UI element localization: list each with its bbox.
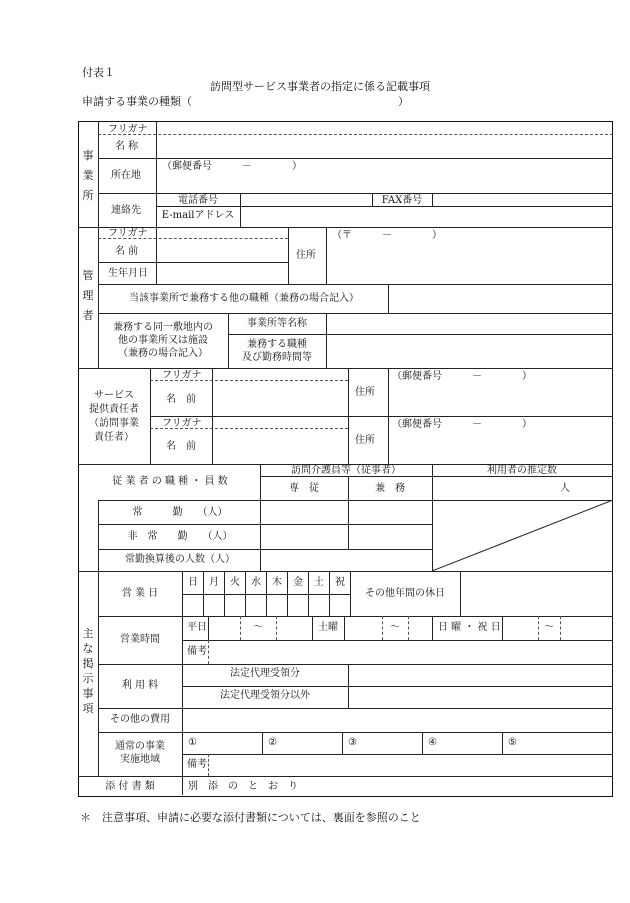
manager-birth-field[interactable] [158, 264, 286, 282]
service-manager-label-2: 提供責任者 [89, 404, 139, 415]
staff-title: 従 業 者 の 職 種 ・ 員 数 [112, 476, 228, 487]
area-remarks-field[interactable] [210, 756, 610, 774]
fees-label: 利 用 料 [121, 680, 159, 691]
day-wed: 水 [251, 577, 261, 588]
main-section-label: 主 な 掲 示 事 項 [82, 627, 94, 715]
divider [329, 571, 330, 616]
divider [78, 776, 613, 777]
divider [266, 571, 267, 616]
manager-job-label-1: 兼務する職種 [247, 339, 307, 350]
manager-birth-label: 生年月日 [108, 268, 148, 279]
divider [98, 616, 613, 617]
users-unit: 人 [560, 483, 570, 494]
divider [98, 262, 288, 263]
manager-other-label-2: 他の事業所又は施設 [118, 335, 208, 346]
divider [98, 732, 613, 733]
area-num-5: ⑤ [508, 737, 517, 748]
day-thu: 木 [272, 577, 282, 588]
manager-name-label: 名 前 [115, 246, 139, 257]
divider [408, 616, 409, 640]
manager-address-field[interactable] [328, 244, 610, 282]
converted-label: 常勤換算後の人数（人） [125, 554, 235, 565]
other-costs-field[interactable] [184, 710, 610, 730]
day-mon-check[interactable] [205, 597, 223, 614]
fee-other-field[interactable] [350, 688, 610, 706]
office-fax-field[interactable] [434, 195, 610, 205]
divider [260, 464, 261, 571]
divider [98, 284, 613, 285]
office-name-field[interactable] [158, 137, 610, 156]
parttime-label: 非 常 勤 （人） [127, 531, 233, 542]
attachments-label: 添 付 書 類 [105, 781, 155, 792]
hours-remarks-label: 備考 [187, 646, 207, 657]
divider [240, 616, 241, 640]
area-field-2[interactable] [282, 734, 340, 752]
divider [348, 664, 349, 708]
office-tel-label: 電話番号 [178, 195, 218, 206]
day-sun: 日 [188, 577, 198, 588]
divider [502, 616, 503, 640]
divider [326, 227, 327, 284]
divider [208, 616, 209, 640]
office-furigana-label: フリガナ [108, 124, 148, 135]
manager-section-label: 管 理 者 [82, 269, 94, 322]
sm1-name-label: 名 前 [166, 394, 196, 405]
divider [245, 571, 246, 616]
sunday-tilde: ～ [544, 622, 554, 633]
day-holiday: 祝 [335, 577, 345, 588]
divider [98, 664, 613, 665]
divider [78, 571, 613, 572]
office-contact-label: 連絡先 [111, 205, 141, 216]
business-type-close: ） [398, 95, 409, 108]
divider [372, 193, 373, 206]
hours-remarks-field[interactable] [210, 642, 610, 662]
day-thu-check[interactable] [268, 597, 286, 614]
weekday-label: 平日 [187, 622, 207, 633]
manager-other-label-1: 兼務する同一敷地内の [113, 322, 213, 333]
divider [156, 206, 613, 207]
divider [156, 121, 157, 227]
sm2-furigana-label: フリガナ [162, 418, 202, 429]
form-title: 訪問型サービス事業者の指定に係る記載事項 [210, 80, 430, 93]
divider [308, 571, 309, 616]
day-mon: 月 [209, 577, 219, 588]
saturday-tilde: ～ [390, 622, 400, 633]
divider [538, 616, 539, 640]
divider [240, 193, 241, 227]
office-email-label: E-mailアドレス [161, 210, 235, 221]
divider [344, 616, 345, 640]
parttime-dedicated-field[interactable] [262, 526, 346, 547]
business-hours-label: 営業時間 [120, 634, 160, 645]
users-estimate-label: 利用者の推定数 [487, 465, 557, 476]
fee-proxy-label: 法定代理受領分 [230, 668, 300, 679]
day-sun-check[interactable] [184, 597, 202, 614]
divider [312, 616, 313, 640]
appendix-label: 付表１ [82, 66, 115, 79]
manager-furigana-label: フリガナ [108, 228, 148, 239]
divider [224, 571, 225, 616]
staff-group-label: 訪問介護員等（従事者） [291, 465, 401, 476]
footer-note: ＊ 注意事項、申請に必要な添付書類については、裏面を参照のこと [80, 811, 421, 824]
manager-postal-label: （〒 － ） [332, 230, 442, 241]
divider [422, 732, 423, 754]
divider [182, 640, 613, 641]
manager-concurrent-label: 当該事業所で兼務する他の職種（兼務の場合記入） [129, 293, 359, 304]
divider [182, 571, 183, 795]
service-manager-label-1: サービス [94, 390, 134, 401]
divider [432, 193, 433, 206]
sm2-address-field[interactable] [390, 433, 610, 462]
fulltime-concurrent-field[interactable] [350, 502, 430, 522]
business-type-label: 申請する事業の種類（ [82, 95, 192, 108]
saturday-label: 土曜 [318, 622, 338, 633]
area-field-1[interactable] [202, 734, 260, 752]
business-days-label: 営 業 日 [121, 588, 159, 599]
divider [98, 313, 613, 314]
divider [98, 571, 99, 776]
divider [432, 616, 433, 640]
sunday-label: 日 曜 ・ 祝 日 [438, 622, 501, 633]
divider [98, 158, 613, 159]
day-tue-check[interactable] [226, 597, 244, 614]
fulltime-dedicated-field[interactable] [262, 502, 346, 522]
office-fax-label: FAX番号 [381, 195, 423, 206]
divider [276, 616, 277, 640]
area-field-4[interactable] [442, 734, 500, 752]
other-costs-label: その他の費用 [110, 714, 170, 725]
diagonal-strike [432, 500, 613, 571]
divider [502, 732, 503, 754]
divider [228, 334, 613, 335]
divider [98, 227, 99, 368]
manager-address-label: 住所 [296, 250, 316, 261]
divider [288, 227, 289, 284]
divider [287, 571, 288, 616]
office-email-field[interactable] [242, 208, 610, 224]
divider [98, 134, 613, 135]
divider [228, 313, 229, 368]
area-remarks-label: 備考 [187, 759, 207, 770]
day-wed-check[interactable] [247, 597, 265, 614]
manager-other-label-3: （兼務の場合記入） [118, 348, 208, 359]
office-furigana-field[interactable] [158, 124, 610, 134]
divider [98, 524, 432, 525]
sm1-postal-label: （郵便番号 － ） [392, 371, 532, 382]
divider [382, 616, 383, 640]
divider [342, 732, 343, 754]
manager-office-name-label: 事業所等名称 [247, 318, 307, 329]
area-field-3[interactable] [362, 734, 420, 752]
divider [98, 549, 432, 550]
divider [98, 193, 613, 194]
other-holidays-label: その他年間の休日 [365, 588, 445, 599]
divider [98, 500, 99, 571]
sm1-address-field[interactable] [390, 385, 610, 414]
divider [260, 476, 613, 477]
sm2-postal-label: （郵便番号 － ） [392, 419, 532, 430]
sm1-furigana-field[interactable] [214, 370, 346, 379]
divider [208, 640, 209, 664]
divider [98, 121, 99, 227]
manager-job-label-2: 及び勤務時間等 [242, 352, 312, 363]
divider [560, 616, 561, 640]
sm2-address-label: 住所 [355, 435, 375, 446]
manager-office-name-field[interactable] [328, 315, 610, 332]
sm1-furigana-label: フリガナ [162, 370, 202, 381]
service-manager-label-3: （訪問事業 [89, 418, 139, 429]
day-sat-check[interactable] [310, 597, 328, 614]
area-num-1: ① [188, 737, 197, 748]
manager-concurrent-field[interactable] [390, 287, 610, 311]
service-manager-label-4: 責任者） [94, 432, 134, 443]
divider [460, 571, 461, 616]
staff-dedicated-label: 専 従 [289, 483, 319, 494]
attachments-value: 別 添 の と お り [188, 781, 298, 792]
office-address-label: 所在地 [111, 170, 141, 181]
day-holiday-check[interactable] [331, 597, 349, 614]
users-estimate-field[interactable] [434, 478, 554, 498]
divider [98, 708, 613, 709]
fee-proxy-field[interactable] [350, 666, 610, 684]
office-address-field[interactable] [158, 175, 610, 191]
fee-other-label: 法定代理受領分以外 [220, 690, 310, 701]
area-num-4: ④ [428, 737, 437, 748]
manager-job-field[interactable] [328, 336, 610, 366]
divider [208, 754, 209, 776]
day-tue: 火 [230, 577, 240, 588]
divider [348, 476, 349, 549]
area-num-3: ③ [348, 737, 357, 748]
fulltime-label: 常 勤 （人） [132, 507, 228, 518]
sm1-name-field[interactable] [214, 383, 346, 414]
manager-furigana-field[interactable] [158, 228, 286, 237]
sm2-name-label: 名 前 [166, 441, 196, 452]
converted-field[interactable] [262, 551, 430, 569]
area-field-5[interactable] [522, 734, 610, 752]
office-postal-label: （郵便番号 － ） [162, 161, 302, 172]
divider [182, 686, 613, 687]
divider [78, 368, 613, 369]
area-num-2: ② [268, 737, 277, 748]
sm1-address-label: 住所 [355, 387, 375, 398]
business-type-field[interactable] [214, 95, 394, 107]
office-section-label: 事 業 所 [82, 149, 94, 202]
sm2-name-field[interactable] [214, 431, 346, 462]
divider [326, 313, 327, 368]
weekday-tilde: ～ [253, 622, 263, 633]
divider [150, 416, 613, 417]
day-fri-check[interactable] [289, 597, 307, 614]
divider [388, 284, 389, 313]
divider [203, 571, 204, 616]
sm2-furigana-field[interactable] [214, 418, 346, 427]
office-name-label: 名 称 [115, 141, 139, 152]
divider [182, 754, 613, 755]
divider [156, 227, 157, 284]
day-sat: 土 [314, 577, 324, 588]
divider [262, 732, 263, 754]
area-label-2: 実施地域 [120, 754, 160, 765]
manager-name-field[interactable] [158, 241, 286, 260]
area-label-1: 通常の事業 [115, 741, 165, 752]
parttime-concurrent-field[interactable] [350, 526, 430, 547]
day-fri: 金 [293, 577, 303, 588]
office-tel-field[interactable] [242, 195, 370, 205]
divider [350, 571, 351, 616]
other-holidays-field[interactable] [462, 573, 610, 614]
staff-concurrent-label: 兼 務 [375, 483, 405, 494]
